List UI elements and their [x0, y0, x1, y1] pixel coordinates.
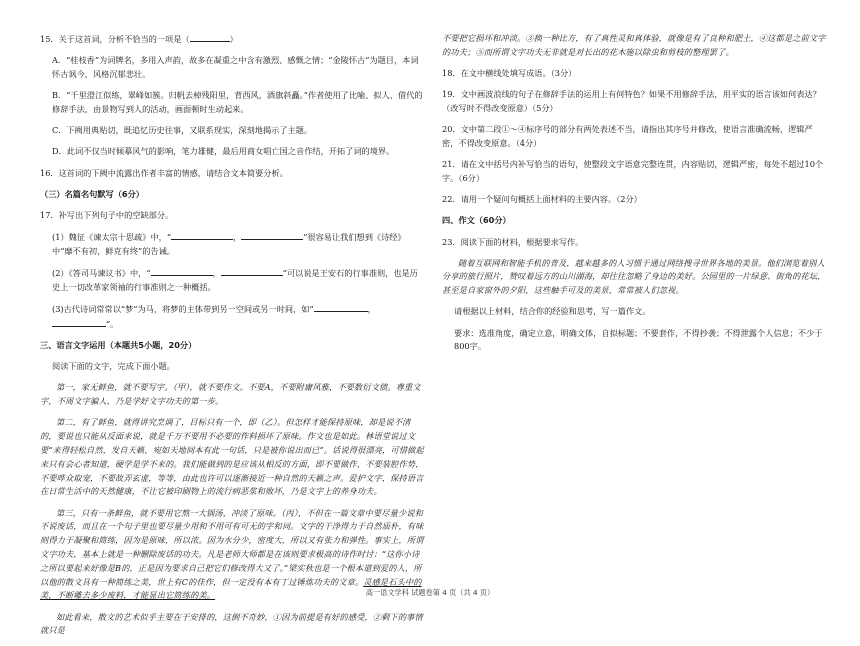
answer-blank — [190, 32, 230, 42]
question-23: 23．阅读下面的材料，根据要求写作。 — [442, 236, 584, 247]
passage-paragraph-3: 第三，只有一条鲜鱼，就不要用它熬一大锅汤，冲淡了原味。（丙），不但在一篇文章中要尽量少说和不说废话，而且在一个句子里也要尽量少用和不用可有可无的字和词。文字的干净得力于自然质朴，有味则得力于凝聚和简练，因为是原味，所以浓。因为水分少，密度大，所以又有张力和弹性。事实上，所谓文字功夫，基本上就是一种删除废话的功夫。凡是老师大师都是在该则要求极高的诗作时讨：“这你小诗之所以要起来好像是B的，正是因为要求自己把它们修改得大又了。”梁实秋也是一个根本道到爱的人，所以他的散文具有一种简练之美，世上有C的佳作，但一定没有本有丁过锤炼功夫的文章。灵感是石头中的美，不断雕去多少废料，才能显出它简练的美。 — [40, 507, 424, 601]
passage-paragraph-1: 第一，家无鲜鱼，就不要写字。（甲），就不要作文。不要A，不要附庸风雅，不要数衍文债。尊重文字，不周文字骗人，乃是学好文字功夫的第一步。 — [40, 382, 421, 407]
question-20: 20．文中第二段①～④标序号的部分有两处表述不当，请指出其序号并修改，使语言准确流畅，逻辑严密，不得改变原意。（4分） — [442, 124, 813, 148]
section-dictation-title: （三）名篇名句默写（6分） — [40, 188, 144, 199]
option-b: B．“千里澄江似练，翠峰如簇。归帆去棹残阳里，背西风，酒旗斜矗。”作者使用了比喻、拟人、借代的修辞手法，由景物写到人的活动，画面顿时生动起来。 — [52, 90, 423, 114]
option-c: C．下阙用典贴切，既追忆历史往事，又联系现实，深刻地揭示了主题。 — [52, 125, 313, 136]
left-column — [40, 32, 426, 646]
question-17: 17．补写出下列句子中的空缺部分。 — [40, 209, 174, 220]
blank — [241, 230, 303, 240]
blank — [52, 317, 106, 327]
section-language-title: 三、语言文字运用（本题共5小题，20分） — [40, 340, 197, 351]
passage-paragraph-2: 第二，有了鲜鱼，就得讲究烹调了，目标只有一个，即（乙）。但怎样才能保持原味，却是说不清的，要说也只能从反面来说，就是千万不要用不必要的作料损坏了原味。作文也是如此。林语堂说过文要“来得轻松自然，发自天籁，宛如天地间本有此一句话，只是被你说出而已”。话说得很漂亮，可惜做起来只有会心者知道，硬学是学不来的。我们能做到的是应该从相反的方面，即不要做作，不要装腔作势，不要哗众取宠，不要故弄玄虚，等等，由此也许可以逐渐接近一种自然的天籁之声。爱护文字，保持语言在日常生活中的天然健康，不让它被印刷物上的流行病恶浆和败坏，乃是文字上的养身功夫。 — [40, 417, 424, 497]
question-19: 19．文中画波浪线的句子在修辞手法的运用上有何特色？如果不用修辞手法，用平实的语言该如何表达？（改写时不得改变原意）（5分） — [442, 89, 821, 113]
option-d: D．此词不仅当时倾摹风气的影响，笔力雄健，最后用商女唱亡国之音作结，开拓了词的境界。 — [52, 146, 395, 157]
reading-prompt: 阅读下面的文字，完成下面小题。 — [52, 361, 175, 372]
passage-continuation: 不要把它损坏和冲淡。③换一种比方，有了真性灵和真体验，就像是有了良种和肥土，④这都是之前文字的功夫；⑤而所谓文字功夫无非就是对长出的花木施以除虫和剪枝的整理罢了。 — [442, 33, 826, 57]
question-15: 15．关于这首词，分析不恰当的一项是（ ） — [40, 34, 238, 44]
essay-task: 请根据以上材料，结合你的经验和思考，写一篇作文。 — [454, 306, 651, 317]
right-column — [442, 32, 828, 362]
question-18: 18．在文中横线处填写成语。（3分） — [442, 67, 577, 78]
blank — [151, 266, 213, 276]
question-17-2: (2）《答司马谏议书》中，“ ， ”可以说是王安石的行事准则，也是历史上一切改革家领袖的行事准则之一种概括。 — [52, 268, 418, 292]
question-22: 22．请用一个疑问句概括上面材料的主要内容。（2分） — [442, 194, 642, 205]
question-21: 21．请在文中括号内补写恰当的语句，使整段文字语意完整连贯，内容贴切，逻辑严密，每处不超过10个字。（6分） — [442, 159, 824, 183]
blank — [221, 266, 283, 276]
blank — [171, 230, 233, 240]
section-essay-title: 四、作文（60分） — [442, 215, 511, 226]
wavy-underlined-sentence: 灵感是石头中的美，不断雕去多少废料，才能显出它简练的美。 — [40, 576, 422, 601]
option-a: A．“桂枝香”为词牌名，多用入声韵，故多在凝重之中含有激烈、感慨之情；“金陵怀古”为题目，本词怀古讽今，风格沉郁悲壮。 — [52, 55, 419, 79]
essay-requirements: 要求：选准角度，确定立意，明确文体，自拟标题；不要套作，不得抄袭；不得泄露个人信息；不少于800字。 — [454, 327, 823, 352]
passage-paragraph-4: 如此看来，散文的艺术似乎主要在于安排的，这倒不奇妙，①因为前提是有好的感受，②剩下的事情就只是 — [40, 611, 423, 636]
question-17-1: (1）魏征《谏太宗十思疏》中，“ ， ”很容易让我们想到《诗经》中“靡不有初，鲜克有终”的告诫。 — [52, 232, 406, 256]
question-17-3: (3)古代诗词常常以“梦”为马，将梦的主体带到另一空间或另一时间，如“ ，”。 — [52, 304, 376, 329]
question-16: 16．这首词的下阙中流露出作者丰富的情感，请结合文本简要分析。 — [40, 167, 288, 178]
page-footer: 高一语文学科 试题卷第 4 页（共 4 页） — [365, 588, 495, 597]
essay-material: 随着互联网和智能手机的普及，越来越多的人习惯于通过网络搜寻世界各地的美景。他们浏览着别人分享的旅行照片，赞叹着远方的山川湖海，却往往忽略了身边的美好。公园里的一片绿意、街角的花坛，甚至是自家窗外的夕阳，这些触手可及的美景，常常被人们忽视。 — [442, 257, 826, 296]
blank — [314, 302, 368, 312]
